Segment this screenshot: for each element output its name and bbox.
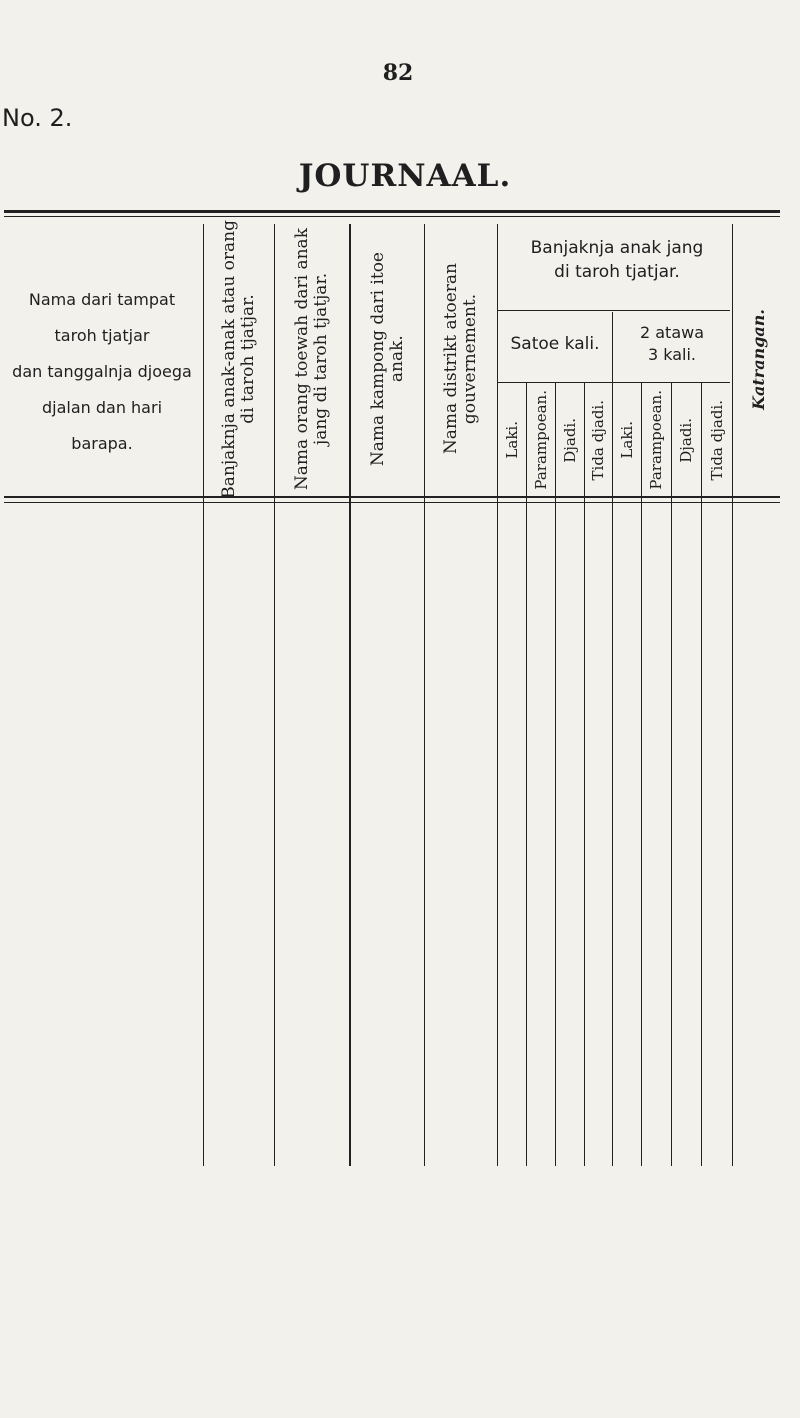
heading-line: barapa. [71,434,133,453]
district-heading [425,222,497,496]
once-success-heading: Djadi. [560,417,579,463]
heading-line: di taroh tjatjar. [238,294,258,424]
heading-line: dan tanggalnja djoega [12,362,192,381]
header-bottom-rule-thin [4,502,780,503]
once-failed-heading: Tida djadi. [589,399,607,481]
once-heading: Satoe kali. [510,334,600,354]
place-date-heading [2,282,202,462]
heading-line: djalan dan hari [41,398,163,417]
column-rule [671,383,672,1166]
column-rule [701,383,702,1166]
header-bottom-rule [4,496,780,498]
twice-success-heading: Djadi. [677,417,695,463]
heading-line: Nama kampong dari itoe [367,251,388,467]
heading-line: taroh tjatjar [54,326,150,345]
heading-line: anak. [386,335,407,383]
twice-heading [614,322,730,366]
heading-line: Nama orang toewah dari anak [292,227,312,491]
heading-line: Nama dari tampat [28,290,176,309]
heading-line: di taroh tjatjar. [554,262,680,282]
group-divider-rule [498,310,730,311]
heading-line: 3 kali. [647,345,697,364]
column-rule [526,383,527,1166]
table-top-rule-thin [4,216,780,217]
vaccinated-group-heading [498,236,736,284]
once-female-heading: Parampoean. [531,390,550,490]
vaccinator-heading [275,222,349,496]
twice-female-heading: Parampoean. [647,390,665,490]
heading-line: Nama distrikt atoeran [441,263,461,455]
table-top-rule [4,210,780,213]
heading-line: Banjaknja anak jang [530,238,704,258]
heading-line: jang di taroh tjatjar. [311,272,331,446]
remarks-heading: Katrangan. [748,308,768,410]
count-heading [204,219,274,499]
page-number: 82 [382,60,414,86]
column-rule [497,224,498,1166]
column-rule [641,383,642,1166]
column-rule [584,383,585,1166]
twice-failed-heading: Tida djadi. [707,399,726,481]
subgroup-divider-rule [498,382,730,383]
column-rule [555,383,556,1166]
page-title: JOURNAAL. [298,158,512,194]
once-male-heading: Laki. [502,421,521,459]
twice-male-heading: Laki. [617,421,636,459]
kampong-heading [351,222,424,496]
document-number: No. 2. [2,104,73,132]
heading-line: Banjaknja anak-anak atau orang [219,219,239,499]
heading-line: gouvernement. [460,293,480,425]
heading-line: 2 atawa [639,323,705,342]
